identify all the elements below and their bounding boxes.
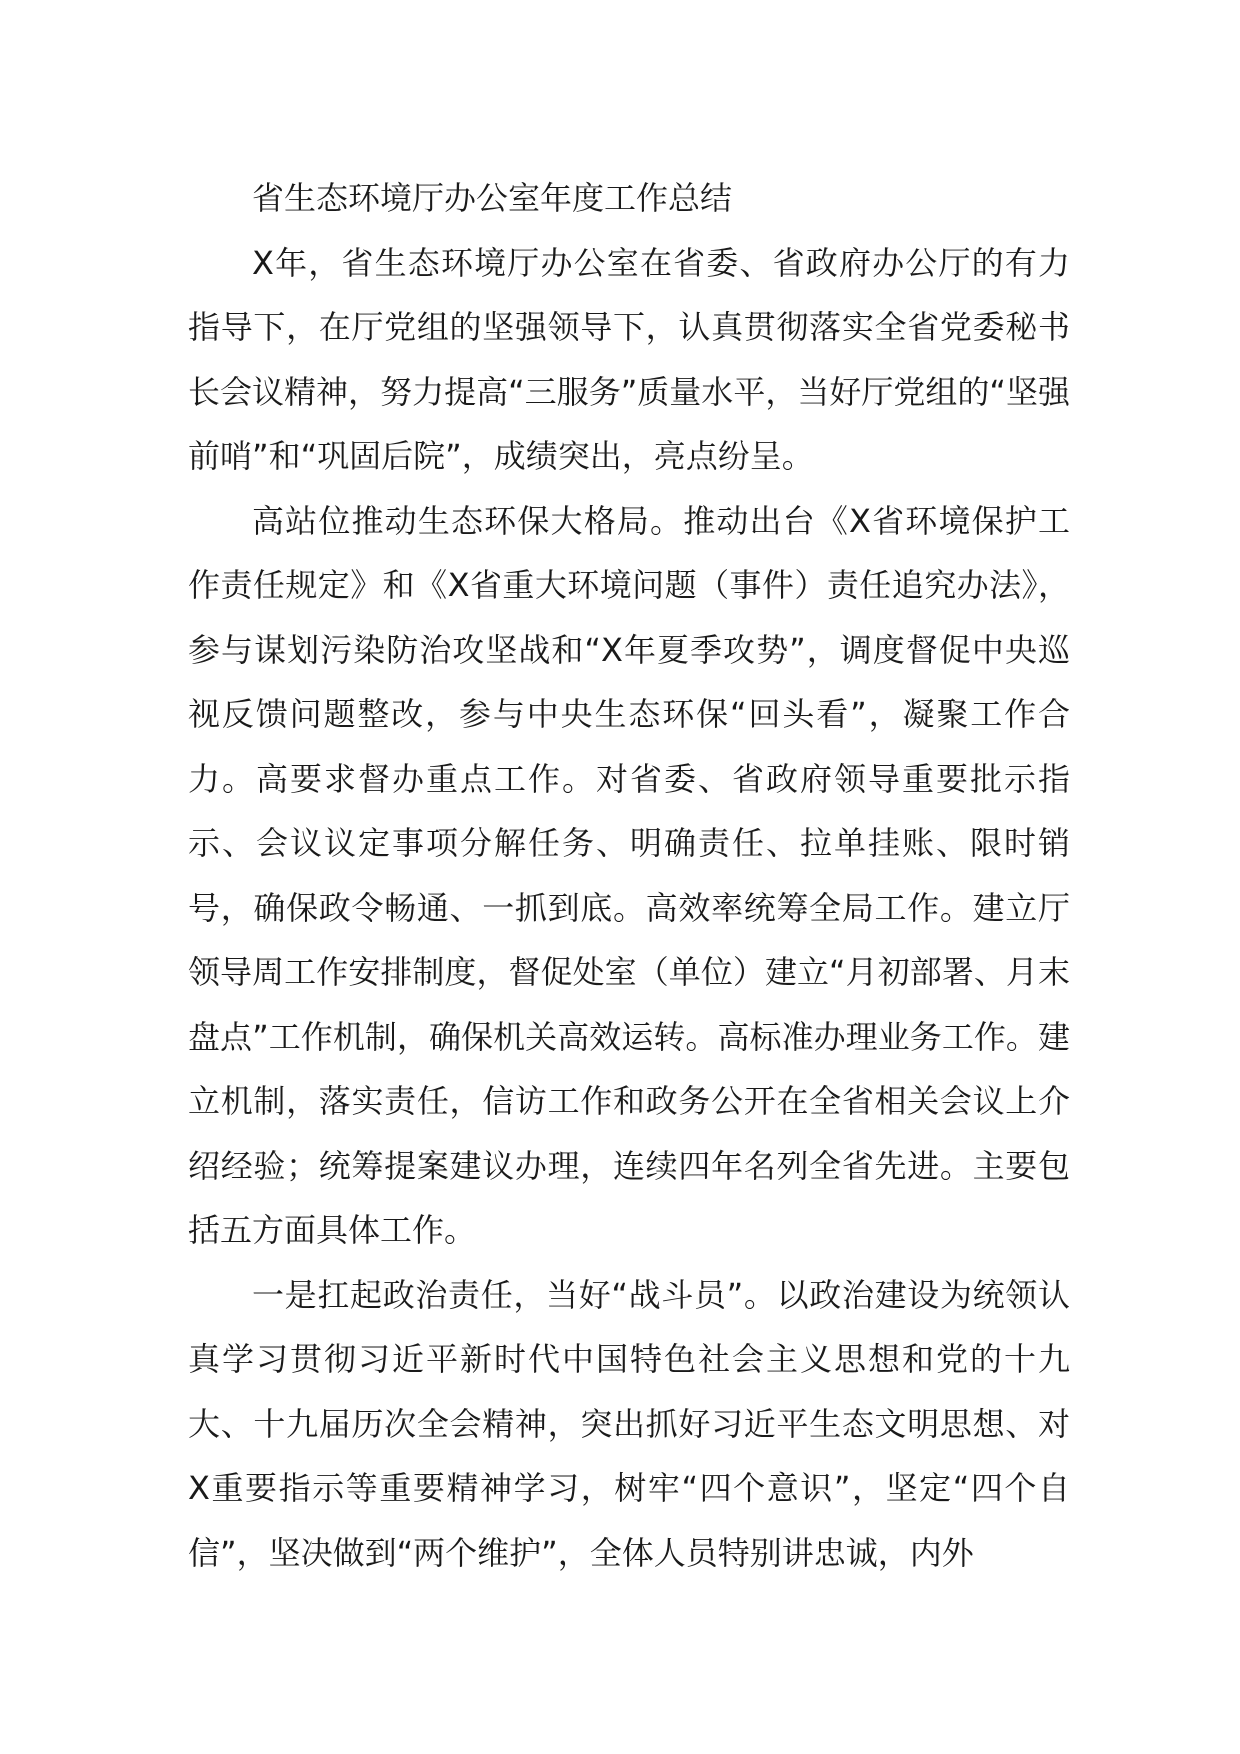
paragraph-highlights: 高站位推动生态环保大格局。推动出台《X省环境保护工作责任规定》和《X省重大环境问题（事件）责任追究办法》，参与谋划污染防治攻坚战和“X年夏季攻势”，调度督促中央巡视反馈问题整改，参与中央生态环保“回头看”，凝聚工作合力。高要求督办重点工作。对省委、省政府领导重要批示指示、会议议定事项分解任务、明确责任、拉单挂账、限时销号，确保政令畅通、一抓到底。高效率统筹全局工作。建立厅领导周工作安排制度，督促处室（单位）建立“月初部署、月末盘点”工作机制，确保机关高效运转。高标准办理业务工作。建立机制，落实责任，信访工作和政务公开在全省相关会议上介绍经验；统筹提案建议办理，连续四年名列全省先进。主要包括五方面具体工作。 <box>188 501 1070 1249</box>
document-body <box>188 166 1070 1585</box>
paragraph-intro: X年，省生态环境厅办公室在省委、省政府办公厅的有力指导下，在厅党组的坚强领导下，认真贯彻落实全省党委秘书长会议精神，努力提高“三服务”质量水平，当好厅党组的“坚强前哨”和“巩固后院”，成绩突出，亮点纷呈。 <box>188 243 1070 475</box>
paragraph-political-responsibility: 一是扛起政治责任，当好“战斗员”。以政治建设为统领认真学习贯彻习近平新时代中国特色社会主义思想和党的十九大、十九届历次全会精神，突出抓好习近平生态文明思想、对X重要指示等重要精神学习，树牢“四个意识”，坚定“四个自信”，坚决做到“两个维护”，全体人员特别讲忠诚，内外 <box>188 1275 1070 1572</box>
document-title: 省生态环境厅办公室年度工作总结 <box>252 179 733 217</box>
